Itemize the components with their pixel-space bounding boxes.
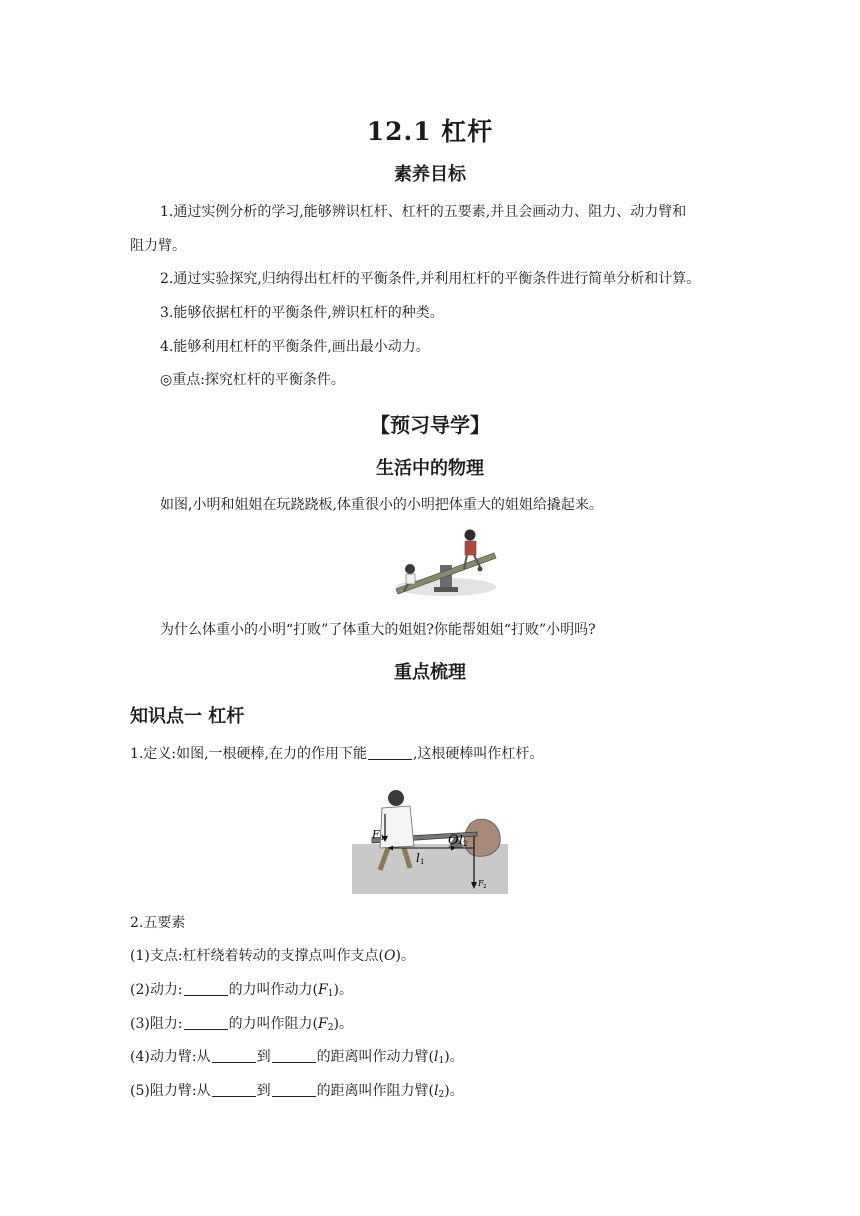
element-effort [130,980,353,1004]
l1-sub-label: 1 [420,858,425,866]
effort-var: F [318,982,328,998]
lever-definition [130,744,543,764]
element-resistance [130,1014,353,1038]
goal-item-3: 3.能够依据杠杆的平衡条件,辨识杠杆的种类。 [160,305,444,321]
resistance-arm-text-end: )。 [444,1083,464,1099]
effort-arm-text-mid: 的距离叫作动力臂( [316,1049,435,1065]
resistance-arm-to: 到 [256,1083,271,1099]
f1-sub-label: 1 [380,834,385,842]
resistance-text-end: )。 [333,1016,353,1032]
effort-arm-var-sub: 1 [438,1056,445,1066]
l1-label: l [416,851,420,865]
definition-blank[interactable] [368,745,412,760]
definition-text-after: ,这根硬棒叫作杠杆。 [412,746,544,762]
seesaw-intro: 如图,小明和姐姐在玩跷跷板,体重很小的小明把体重大的姐姐给撬起来。 [160,497,603,513]
effort-arm-to: 到 [256,1049,271,1065]
goal-item-1: 1.通过实例分析的学习,能够辨识杠杆、杠杆的五要素,并且会画动力、阻力、动力臂和 [160,204,687,220]
key-review-heading: 重点梳理 [394,662,466,683]
resistance-arm-var: l [434,1083,439,1099]
resistance-var: F [318,1016,328,1032]
fulcrum-text-end: )。 [395,948,415,964]
goal-item-4: 4.能够利用杠杆的平衡条件,画出最小动力。 [160,339,430,355]
effort-arm-text: (4)动力臂:从 [130,1049,211,1065]
life-physics-heading: 生活中的物理 [376,458,484,479]
effort-var-sub: 1 [327,989,334,999]
seesaw-figure [390,525,502,600]
element-resistance-arm [130,1081,464,1105]
effort-text-end: )。 [333,982,353,998]
resistance-text: (3)阻力: [130,1016,183,1032]
effort-text: (2)动力: [130,982,183,998]
effort-arm-text-end: )。 [444,1049,464,1065]
key-point: ◎重点:探究杠杆的平衡条件。 [160,372,345,388]
element-fulcrum [130,946,415,966]
fulcrum-var: O [384,948,396,964]
resistance-var-sub: 2 [327,1023,334,1033]
resistance-blank[interactable] [184,1015,228,1030]
l2-label: l [459,833,463,847]
resistance-text-mid: 的力叫作阻力( [228,1016,319,1032]
effort-arm-var: l [434,1049,439,1065]
fulcrum-text: (1)支点:杠杆绕着转动的支撑点叫作支点( [130,948,385,964]
lever-figure [352,786,508,894]
page-title: 12.1 杠杆 [366,117,494,146]
definition-text-before: 1.定义:如图,一根硬棒,在力的作用下能 [130,746,367,762]
l2-sub-label: 2 [463,840,468,848]
effort-text-mid: 的力叫作动力( [228,982,319,998]
resistance-arm-text-mid: 的距离叫作阻力臂( [316,1083,435,1099]
f2-label: F [478,879,484,888]
goals-heading: 素养目标 [394,164,466,185]
element-effort-arm [130,1047,464,1071]
knowledge-point-title: 知识点一 杠杆 [130,706,245,727]
goal-item-1-cont: 阻力臂。 [130,238,186,254]
preview-heading: 【预习导学】 [370,413,490,437]
goal-item-2: 2.通过实验探究,归纳得出杠杆的平衡条件,并利用杠杆的平衡条件进行简单分析和计算。 [160,271,701,287]
seesaw-question: 为什么体重小的小明“打败”了体重大的姐姐?你能帮姐姐“打败”小明吗? [160,622,596,638]
resistance-arm-blank-1[interactable] [212,1082,256,1097]
fulcrum-o-label: O [448,833,459,848]
resistance-arm-blank-2[interactable] [272,1082,316,1097]
effort-blank[interactable] [184,981,228,996]
f2-sub-label: 2 [483,884,487,890]
effort-arm-blank-2[interactable] [272,1048,316,1063]
effort-arm-blank-1[interactable] [212,1048,256,1063]
resistance-arm-text: (5)阻力臂:从 [130,1083,211,1099]
five-elements-heading: 2.五要素 [130,915,186,931]
f1-label: F [372,828,380,841]
resistance-arm-var-sub: 2 [438,1090,445,1100]
